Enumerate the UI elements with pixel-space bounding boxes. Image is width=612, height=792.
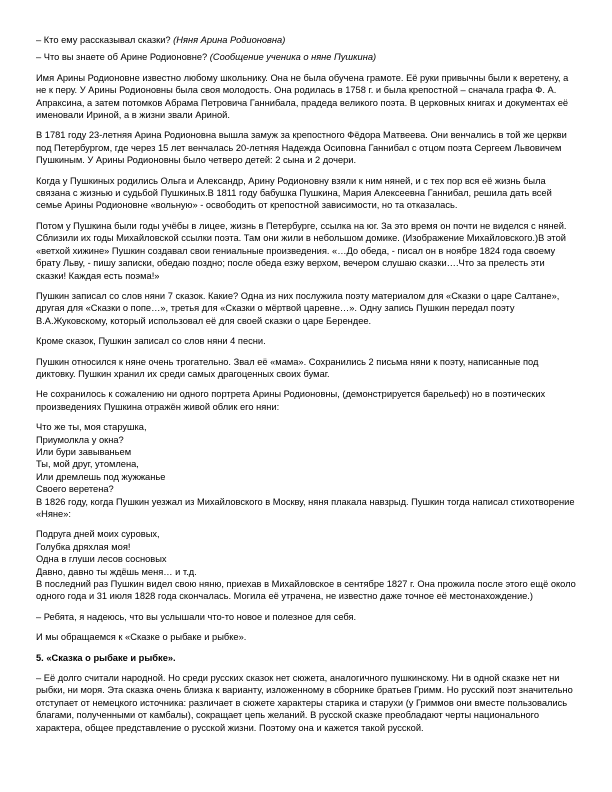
poem-line: Подруга дней моих суровых,	[36, 529, 160, 540]
poem-line: Давно, давно ты ждёшь меня… и т.д.	[36, 566, 197, 577]
poem-block	[36, 528, 576, 578]
paragraph: В последний раз Пушкин видел свою няню, приехав в Михайловское в сентябре 1827 г. Она прожила после этого ещё около одного года и 31 июля 1828 года скончалась. Могила её утрачена, не известно даже точное её местонахождение.)	[36, 579, 576, 602]
document-body	[36, 34, 576, 742]
dialog-question: – Что вы знаете об Арине Родионовне?	[36, 52, 210, 63]
poem-block	[36, 421, 576, 495]
paragraph: В 1781 году 23-летняя Арина Родионовна вышла замуж за крепостного Фёдора Матвеева. Они венчались в той же церкви под Петербургом, где через 15 лет венчалась 20-летняя Надежда Осиповна Ганнибал с отцом поэта Сергеем Львовичем Пушкиным. У Арины Родионовны было четверо детей: 2 сына и 2 дочери.	[36, 130, 567, 166]
dialog-line	[36, 51, 576, 63]
paragraph: В 1826 году, когда Пушкин уезжал из Михайловского в Москву, няня плакала навзрыд. Пушкин тогда написал стихотворение «Няне»:	[36, 496, 575, 519]
paragraph: Кроме сказок, Пушкин записал со слов няни 4 песни.	[36, 336, 266, 347]
poem-line: Что же ты, моя старушка,	[36, 422, 147, 433]
paragraph: – Её долго считали народной. Но среди русских сказок нет сюжета, аналогичного пушкинскому. Ни в одной сказке нет ни рыбки, ни моря. Эта сказка очень близка к варианту, изложенному в сборнике братьев Гримм. Но русский поэт значительно отступает от немецкого источника: различает в сюжете характеры старика и старухи (у Гриммов они вместе пользовались благами, полученными от камбалы), сокращает цепь желаний. В русской сказке преобладают черты национального характера, общее представление о русской жизни. Поэтому она и кажется такой русской.	[36, 673, 573, 733]
dialog-answer: (Сообщение ученика о няне Пушкина)	[209, 52, 377, 63]
paragraph: Пушкин относился к няне очень трогательно. Звал её «мама». Сохранились 2 письма няни к поэту, написанные под диктовку. Пушкин хранил их среди самых драгоценных своих бумаг.	[36, 356, 539, 379]
poem-line: Своего веретена?	[36, 484, 114, 495]
poem-line: Или бури завываньем	[36, 446, 132, 457]
poem-line: Или дремлешь под жужжанье	[36, 471, 166, 482]
paragraph: Пушкин записал со слов няни 7 сказок. Какие? Одна из них послужила поэту материалом для «Сказки о царе Салтане», другая для «Сказки о попе…», третья для «Сказки о мёртвой царевне…». Одну запись Пушкин передал поэту В.А.Жуковскому, который использовал её для своей сказки о царе Берендее.	[36, 290, 560, 326]
section-heading: 5. «Сказка о рыбаке и рыбке».	[36, 652, 176, 663]
dialog-line	[36, 34, 576, 46]
paragraph: Имя Арины Родионовне известно любому школьнику. Она не была обучена грамоте. Её руки привычны были к веретену, а не к перу. У Арины Родионовны была своя молодость. Она родилась в 1758 г. и была крепостной – сначала графа Ф. А. Апраксина, а затем потомков Абрама Петровича Ганнибала, прадеда великого поэта. В церковных книгах и документах её именовали Ириной, а в жизни звали Ариной.	[36, 72, 569, 121]
dialog-answer: (Няня Арина Родионовна)	[173, 35, 286, 45]
paragraph: Не сохранилось к сожалению ни одного портрета Арины Родионовны, (демонстрируется барельеф) но в поэтических произведениях Пушкина отражён живой облик его няни:	[36, 389, 546, 412]
poem-line: Приумолкла у окна?	[36, 434, 124, 445]
poem-line: Голубка дряхлая моя!	[36, 541, 131, 552]
dialog-question: – Кто ему рассказывал сказки?	[36, 35, 174, 45]
paragraph: – Ребята, я надеюсь, что вы услышали что-то новое и полезное для себя.	[36, 611, 357, 622]
poem-line: Ты, мой друг, утомлена,	[36, 459, 139, 470]
paragraph: Когда у Пушкиных родились Ольга и Александр, Арину Родионовну взяли к ним няней, и с тех пор вся её жизнь была связана с жизнью и судьбой Пушкиных.В 1811 году бабушка Пушкина, Мария Алексеевна Ганнибал, решила дать всей семье Арины Родионовне «вольную» - освободить от крепостной зависимости, но та отказалась.	[36, 175, 552, 211]
paragraph: И мы обращаемся к «Сказке о рыбаке и рыбке».	[36, 632, 247, 643]
poem-line: Одна в глуши лесов сосновых	[36, 554, 167, 565]
paragraph: Потом у Пушкина были годы учёбы в лицее, жизнь в Петербурге, ссылка на юг. За это время он почти не виделся с няней. Сблизили их годы Михайловской ссылки поэта. Там они жили в небольшом домике. (Изображение Михайловского.)В этой «ветхой хижине» Пушкин создавал свои гениальные произведения. «…До обеда, - писал он в ноябре 1824 года своему брату Льву, - пишу записки, обедаю поздно; после обеда езжу верхом, вечером слушаю сказки….Что за прелесть эти сказки! Каждая есть поэма!»	[36, 220, 567, 281]
